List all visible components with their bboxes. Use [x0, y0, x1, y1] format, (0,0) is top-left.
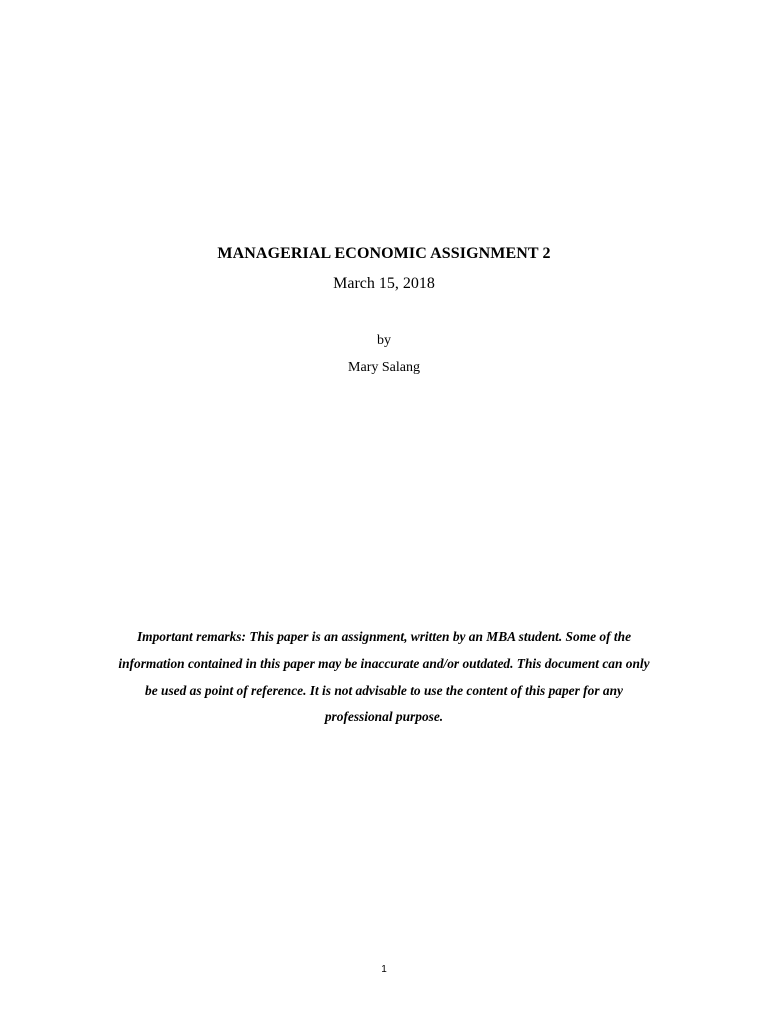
by-label: by — [377, 333, 391, 348]
page-number: 1 — [381, 964, 387, 975]
important-remarks: Important remarks: This paper is an assignment, written by an MBA student. Some of the information contained in this paper may be inaccurate and/or outdated. This document can only be used as point of reference. It is not advisable to use the content of this paper for any professional purpose. — [118, 629, 650, 725]
document-title: MANAGERIAL ECONOMIC ASSIGNMENT 2 — [217, 245, 551, 262]
author-name: Mary Salang — [348, 360, 420, 375]
document-date: March 15, 2018 — [333, 275, 435, 292]
